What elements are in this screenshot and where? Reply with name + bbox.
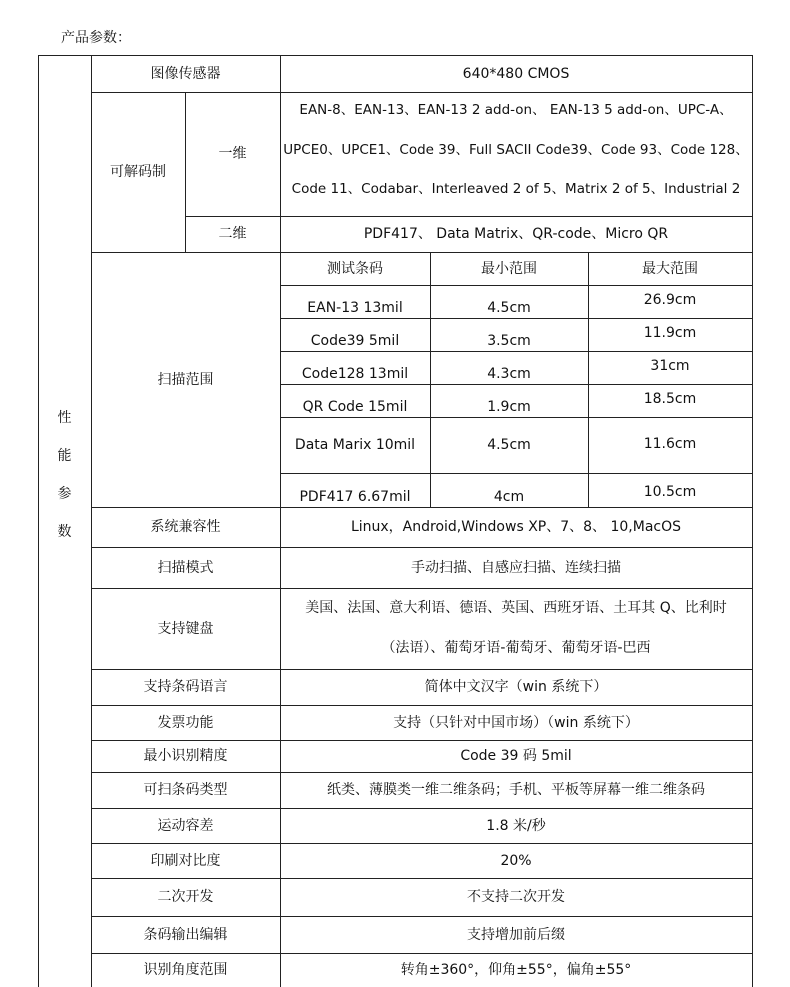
scan-min: 1.9cm [487,399,531,415]
one-d-line: UPCE0、UPCE1、Code 39、Full SACII Code39、Code 93、Code 128、 [283,142,749,159]
angle-value: 转角±360°，仰角±55°，偏角±55° [400,962,632,978]
image-sensor-value: 640*480 CMOS [462,65,570,82]
scan-max: 10.5cm [643,484,697,500]
scan-max: 26.9cm [643,292,697,308]
category-char: 性 [57,410,72,426]
dev-value: 不支持二次开发 [467,889,565,905]
scan-code: Code39 5mil [310,333,400,349]
invoice-label: 发票功能 [157,714,214,731]
compat-value: Linux，Android,Windows XP、7、8、 10,MacOS [350,519,682,535]
page-heading: 产品参数： [61,30,131,46]
compat-label: 系统兼容性 [150,519,221,535]
keyboard-line: （法语）、葡萄牙语-葡萄牙、葡萄牙语-巴西 [381,640,651,656]
scan-range-label: 扫描范围 [157,371,214,388]
scan-types-label: 可扫条码类型 [143,782,228,798]
one-d-label: 一维 [218,146,247,162]
scan-code: PDF417 6.67mil [299,489,411,505]
scan-max: 11.9cm [643,325,697,341]
barcode-lang-label: 支持条码语言 [143,679,228,695]
scan-code: QR Code 15mil [302,399,408,415]
category-label [38,360,91,590]
scan-code: Data Marix 10mil [294,437,416,453]
image-sensor-label: 图像传感器 [150,65,221,82]
scan-max: 31cm [650,358,690,374]
output-edit-label: 条码输出编辑 [143,926,228,943]
one-d-line: Code 11、Codabar、Interleaved 2 of 5、Matrix 2 of 5、Industrial 2 [291,181,741,198]
scan-header-max: 最大范围 [642,260,698,277]
min-precision-value: Code 39 码 5mil [460,748,572,764]
min-precision-label: 最小识别精度 [143,748,228,764]
border [280,285,753,286]
contrast-label: 印刷对比度 [150,852,221,869]
scan-types-value: 纸类、薄膜类一维二维条码；手机、平板等屏幕一维二维条码 [327,782,705,798]
angle-label: 识别角度范围 [143,962,228,978]
border [280,351,753,352]
one-d-line: EAN-8、EAN-13、EAN-13 2 add-on、 EAN-13 5 add-on、UPC-A、 [299,102,733,119]
scan-header-min: 最小范围 [481,260,537,277]
output-edit-value: 支持增加前后缀 [467,926,565,943]
motion-label: 运动容差 [157,817,214,834]
scan-min: 3.5cm [487,333,531,349]
keyboard-label: 支持键盘 [157,620,214,637]
scan-code: EAN-13 13mil [307,300,403,316]
dev-label: 二次开发 [157,889,214,905]
scan-min: 4.5cm [487,300,531,316]
scan-header-code: 测试条码 [327,260,383,277]
scan-mode-value: 手动扫描、自感应扫描、连续扫描 [411,559,621,576]
border [280,473,753,474]
category-char: 能 [57,448,72,464]
keyboard-line: 美国、法国、意大利语、德语、英国、西班牙语、土耳其 Q、比利时 [305,600,727,616]
scan-min: 4.5cm [487,437,531,453]
border [280,384,753,385]
contrast-value: 20% [500,852,532,869]
scan-max: 11.6cm [643,436,697,452]
scan-max: 18.5cm [643,391,697,407]
decodable-label: 可解码制 [110,164,166,180]
motion-value: 1.8 米/秒 [486,817,546,834]
category-char: 数 [57,524,72,540]
border [280,318,753,319]
scan-min: 4.3cm [487,366,531,382]
scan-min: 4cm [493,489,525,505]
invoice-value: 支持（只针对中国市场）（win 系统下） [393,714,639,731]
two-d-value: PDF417、 Data Matrix、QR-code、Micro QR [363,226,669,242]
scan-code: Code128 13mil [301,366,409,382]
category-char: 参 [57,486,72,502]
scan-mode-label: 扫描模式 [157,559,214,576]
border [752,55,753,987]
two-d-label: 二维 [218,226,247,242]
barcode-lang-value: 简体中文汉字（win 系统下） [424,679,608,695]
